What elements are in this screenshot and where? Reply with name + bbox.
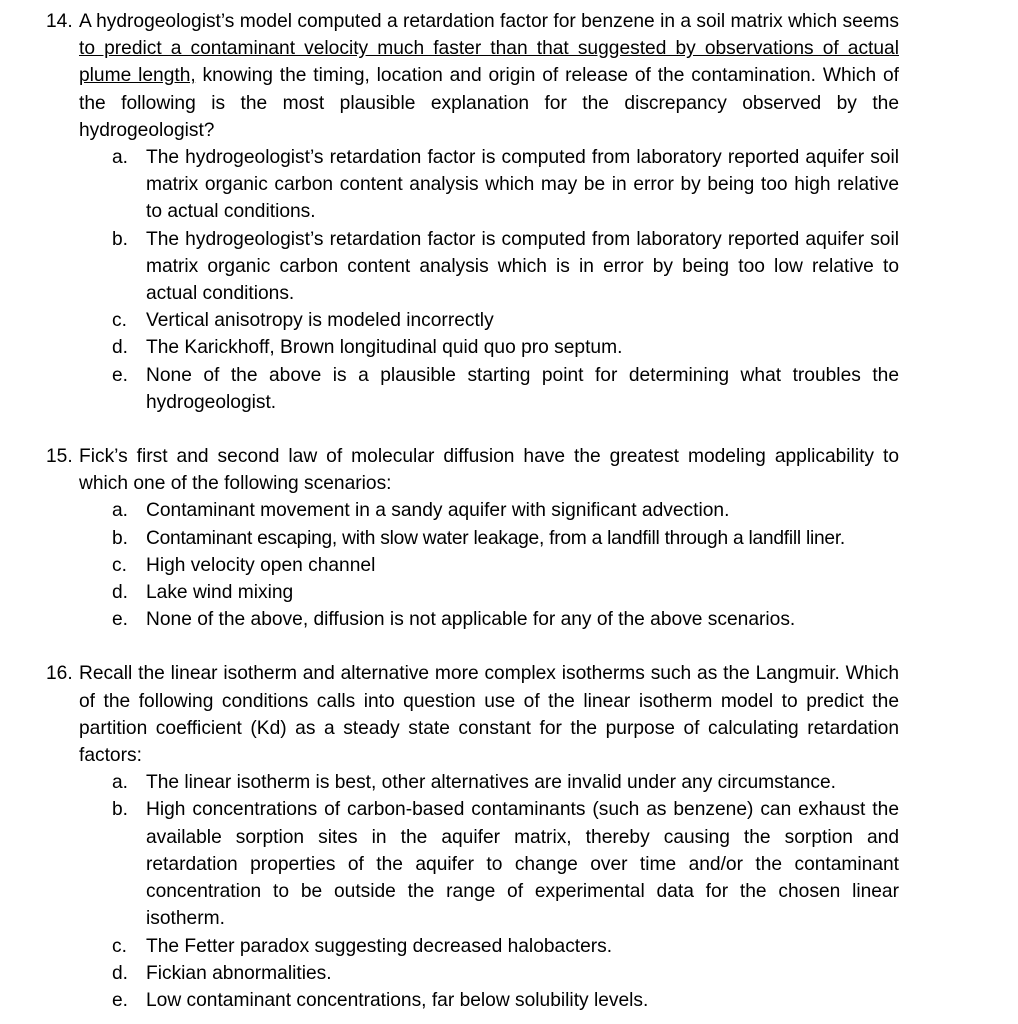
answer-options <box>79 497 899 633</box>
spacer <box>0 633 1018 660</box>
option-letter: a. <box>112 772 129 794</box>
option-letter: d. <box>112 582 129 604</box>
option-letter: a. <box>112 500 129 522</box>
option-letter: c. <box>112 935 127 957</box>
option-text: The Karickhoff, Brown longitudinal quid quo pro septum. <box>146 337 623 359</box>
question-16 <box>0 660 899 1014</box>
option-letter: d. <box>112 337 129 359</box>
answer-option-b <box>79 226 899 308</box>
option-letter: e. <box>112 364 129 386</box>
option-letter: b. <box>112 228 129 250</box>
option-letter: c. <box>112 554 127 576</box>
answer-option-b <box>79 796 899 932</box>
option-letter: c. <box>112 310 127 332</box>
answer-option-a <box>79 497 899 524</box>
answer-option-d <box>79 579 899 606</box>
answer-option-e <box>79 987 899 1014</box>
option-text: The linear isotherm is best, other alternatives are invalid under any circumstance. <box>146 772 837 794</box>
answer-option-d <box>79 960 899 987</box>
question-number: 16. <box>46 663 73 685</box>
question-text-end: knowing the timing, location and origin of release of the contamination. Which of the following is the most plausible explanation for the discrepancy observed by the hydrogeologist? <box>79 65 899 141</box>
answer-option-e <box>79 606 899 633</box>
option-letter: b. <box>112 527 129 549</box>
option-letter: a. <box>112 147 129 169</box>
option-letter: d. <box>112 962 129 984</box>
option-text: The hydrogeologist’s retardation factor is computed from laboratory reported aquifer soil matrix organic carbon content analysis which is in error by being too low relative to actual conditions. <box>146 228 899 305</box>
document-page <box>0 8 1018 1014</box>
answer-option-a <box>79 769 899 796</box>
option-text: Contaminant escaping, with slow water leakage, from a landfill through a landfill liner. <box>146 527 845 549</box>
option-text: Vertical anisotropy is modeled incorrectly <box>146 310 494 332</box>
answer-options <box>79 769 899 1014</box>
answer-option-c <box>79 307 899 334</box>
answer-option-e <box>79 362 899 416</box>
question-text-start: A hydrogeologist’s model computed a retardation factor for benzene in a soil matrix which seems <box>79 11 899 32</box>
question-number: 14. <box>46 11 73 32</box>
option-text: None of the above is a plausible starting point for determining what troubles the hydrogeologist. <box>146 364 899 413</box>
answer-option-c <box>79 933 899 960</box>
question-text: Recall the linear isotherm and alternative more complex isotherms such as the Langmuir. Which of the following conditions calls into question use of the linear isotherm model to predict the partition coefficient (Kd) as a steady state constant for the purpose of calculating retardation factors: <box>79 663 899 767</box>
answer-option-d <box>79 334 899 361</box>
answer-option-a <box>79 144 899 226</box>
answer-option-b <box>79 525 899 552</box>
option-text: High concentrations of carbon-based contaminants (such as benzene) can exhaust the available sorption sites in the aquifer matrix, thereby causing the sorption and retardation properties of the aquifer to change over time and/or the contaminant concentration to be outside the range of experimental data for the chosen linear isotherm. <box>146 799 899 930</box>
option-text: The Fetter paradox suggesting decreased halobacters. <box>146 935 613 957</box>
question-number: 15. <box>46 446 73 468</box>
spacer <box>0 416 1018 443</box>
option-text: Low contaminant concentrations, far below solubility levels. <box>146 989 649 1011</box>
option-letter: b. <box>112 799 129 821</box>
option-text: High velocity open channel <box>146 554 376 576</box>
option-text: Fickian abnormalities. <box>146 962 332 984</box>
option-text: The hydrogeologist’s retardation factor is computed from laboratory reported aquifer soil matrix organic carbon content analysis which may be in error by being too high relative to actual conditions. <box>146 147 899 223</box>
answer-options <box>79 144 899 416</box>
option-letter: e. <box>112 609 129 631</box>
question-text <box>79 8 899 144</box>
answer-option-c <box>79 552 899 579</box>
option-letter: e. <box>112 989 129 1011</box>
question-15 <box>0 443 899 633</box>
option-text: Contaminant movement in a sandy aquifer with significant advection. <box>146 500 730 522</box>
option-text: None of the above, diffusion is not applicable for any of the above scenarios. <box>146 609 796 631</box>
question-text: Fick’s first and second law of molecular diffusion have the greatest modeling applicability to which one of the following scenarios: <box>79 446 899 495</box>
option-text: Lake wind mixing <box>146 582 294 604</box>
question-14 <box>0 8 899 416</box>
underlined-phrase: to predict a contaminant velocity much faster than that suggested by observations of actual plume length, <box>79 38 899 87</box>
